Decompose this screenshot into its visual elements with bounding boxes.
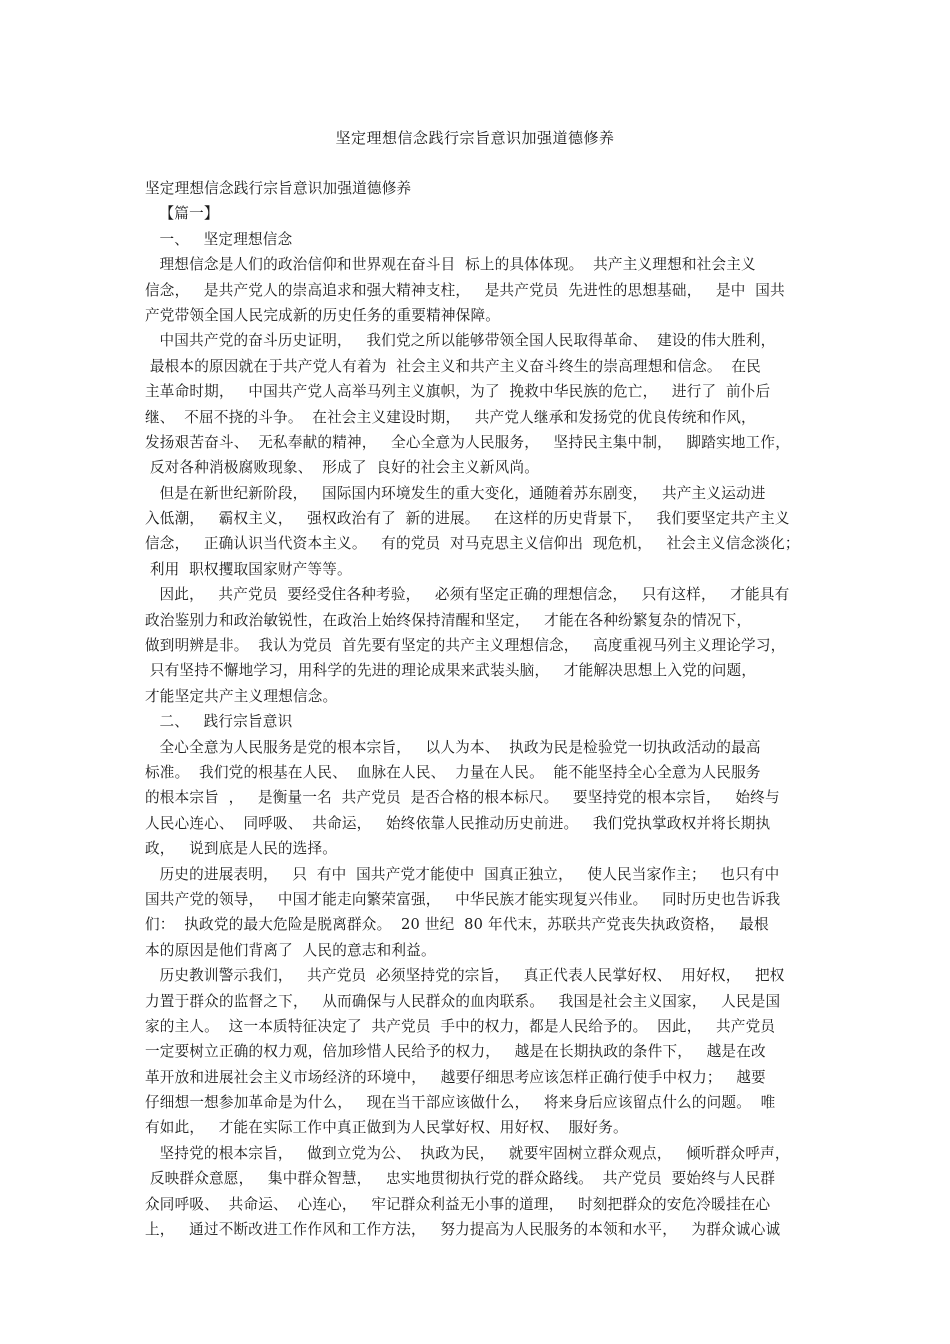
text-line: 有如此， 才能在实际工作中真正做到为人民掌好权、用好权、 服好务。 <box>145 1119 628 1137</box>
text-line: 众同呼吸、 共命运、 心连心， 牢记群众利益无小事的道理， 时刻把群众的安危冷暖挂在心 <box>145 1195 771 1213</box>
text-line: 一、 坚定理想信念 <box>145 230 293 248</box>
text-line: 才能坚定共产主义理想信念。 <box>145 687 338 705</box>
text-line: 家的主人。 这一本质特征决定了 共产党员 手中的权力，都是人民给予的。 因此， 共产党员 <box>145 1017 776 1035</box>
text-line: 继、 不屈不挠的斗争。 在社会主义建设时期， 共产党人继承和发扬党的优良传统和作风， <box>145 408 756 426</box>
text-line: 全心全意为人民服务是党的根本宗旨， 以人为本、 执政为民是检验党一切执政活动的最高 <box>145 738 761 756</box>
text-line: 入低潮， 霸权主义， 强权政治有了 新的进展。 在这样的历史背景下， 我们要坚定共产主义 <box>145 510 790 528</box>
text-line: 历史的进展表明， 只 有中 国共产党才能使中 国真正独立， 使人民当家作主； 也只有中 <box>145 865 780 883</box>
text-line: 信念， 正确认识当代资本主义。 有的党员 对马克思主义信仰出 现危机， 社会主义信念淡化； <box>145 535 800 553</box>
text-line: 信念， 是共产党人的崇高追求和强大精神支柱， 是共产党员 先进性的思想基础， 是中 国共 <box>145 281 785 299</box>
text-line: 力置于群众的监督之下， 从而确保与人民群众的血肉联系。 我国是社会主义国家， 人民是国 <box>145 992 781 1010</box>
text-line: 只有坚持不懈地学习，用科学的先进的理论成果来武装头脑， 才能解决思想上入党的问题， <box>145 662 757 680</box>
text-line: 国共产党的领导， 中国才能走向繁荣富强， 中华民族才能实现复兴伟业。 同时历史也告诉我 <box>145 890 781 908</box>
text-line: 但是在新世纪新阶段， 国际国内环境发生的重大变化，通随着苏东剧变， 共产主义运动进 <box>145 484 766 502</box>
text-line: 政， 说到底是人民的选择。 <box>145 840 338 858</box>
text-line: 历史教训警示我们， 共产党员 必须坚持党的宗旨， 真正代表人民掌好权、 用好权， 把权 <box>145 967 785 985</box>
text-line: 中国共产党的奋斗历史证明， 我们党之所以能够带领全国人民取得革命、 建设的伟大胜利， <box>145 332 776 350</box>
text-line: 坚定理想信念践行宗旨意识加强道德修养 <box>145 180 412 197</box>
text-line: 政治鉴别力和政治敏锐性，在政治上始终保持清醒和坚定， 才能在各种纷繁复杂的情况下， <box>145 611 752 629</box>
text-line: 本的原因是他们背离了 人民的意志和利益。 <box>145 941 436 959</box>
text-line: 一定要树立正确的权力观，倍加珍惜人民给予的权力， 越是在长期执政的条件下， 越是在改 <box>145 1043 766 1061</box>
text-line: 因此， 共产党员 要经受住各种考验， 必须有坚定正确的理想信念， 只有这样， 才能具有 <box>145 586 790 604</box>
text-line: 坚持党的根本宗旨， 做到立党为公、 执政为民， 就要牢固树立群众观点， 倾听群众呼声， <box>145 1144 790 1162</box>
document-body <box>145 176 813 1242</box>
text-line: 做到明辨是非。 我认为党员 首先要有坚定的共产主义理想信念， 高度重视马列主义理论学习， <box>145 637 786 655</box>
text-line: 主革命时期， 中国共产党人高举马列主义旗帜，为了 挽救中华民族的危亡， 进行了 前仆后 <box>145 383 771 401</box>
text-line: 上， 通过不断改进工作作风和工作方法， 努力提高为人民服务的本领和水平， 为群众诚心诚 <box>145 1221 781 1239</box>
text-line: 【篇一】 <box>145 205 219 223</box>
text-line: 革开放和进展社会主义市场经济的环境中， 越要仔细思考应该怎样正确行使手中权力； 越要 <box>145 1068 766 1086</box>
text-line: 的根本宗旨 ， 是衡量一名 共产党员 是否合格的根本标尺。 要坚持党的根本宗旨， 始终与 <box>145 789 780 807</box>
text-line: 反映群众意愿， 集中群众智慧， 忠实地贯彻执行党的群众路线。 共产党员 要始终与人民群 <box>145 1170 776 1188</box>
text-line: 利用 职权攫取国家财产等等。 <box>145 560 352 578</box>
text-line: 人民心连心、 同呼吸、 共命运， 始终依靠人民推动历史前进。 我们党执掌政权并将长期执 <box>145 814 771 832</box>
text-line: 理想信念是人们的政治信仰和世界观在奋斗目 标上的具体体现。 共产主义理想和社会主义 <box>145 256 756 274</box>
text-line: 最根本的原因就在于共产党人有着为 社会主义和共产主义奋斗终生的崇高理想和信念。 在民 <box>145 357 761 375</box>
text-line: 二、 践行宗旨意识 <box>145 713 293 731</box>
text-line: 仔细想一想参加革命是为什么， 现在当干部应该做什么， 将来身后应该留点什么的问题。 唯 <box>145 1094 776 1112</box>
document-title: 坚定理想信念践行宗旨意识加强道德修养 <box>335 129 615 147</box>
text-line: 产党带领全国人民完成新的历史任务的重要精神保障。 <box>145 306 501 324</box>
text-line: 标准。 我们党的根基在人民、 血脉在人民、 力量在人民。 能不能坚持全心全意为人民服务 <box>145 763 761 781</box>
text-line: 发扬艰苦奋斗、 无私奉献的精神， 全心全意为人民服务， 坚持民主集中制， 脚踏实地工作， <box>145 433 790 451</box>
text-line: 反对各种消极腐败现象、 形成了 良好的社会主义新风尚。 <box>145 459 540 477</box>
text-line: 们： 执政党的最大危险是脱离群众。 20 世纪 80 年代末，苏联共产党丧失执政资格， 最根 <box>145 916 769 934</box>
